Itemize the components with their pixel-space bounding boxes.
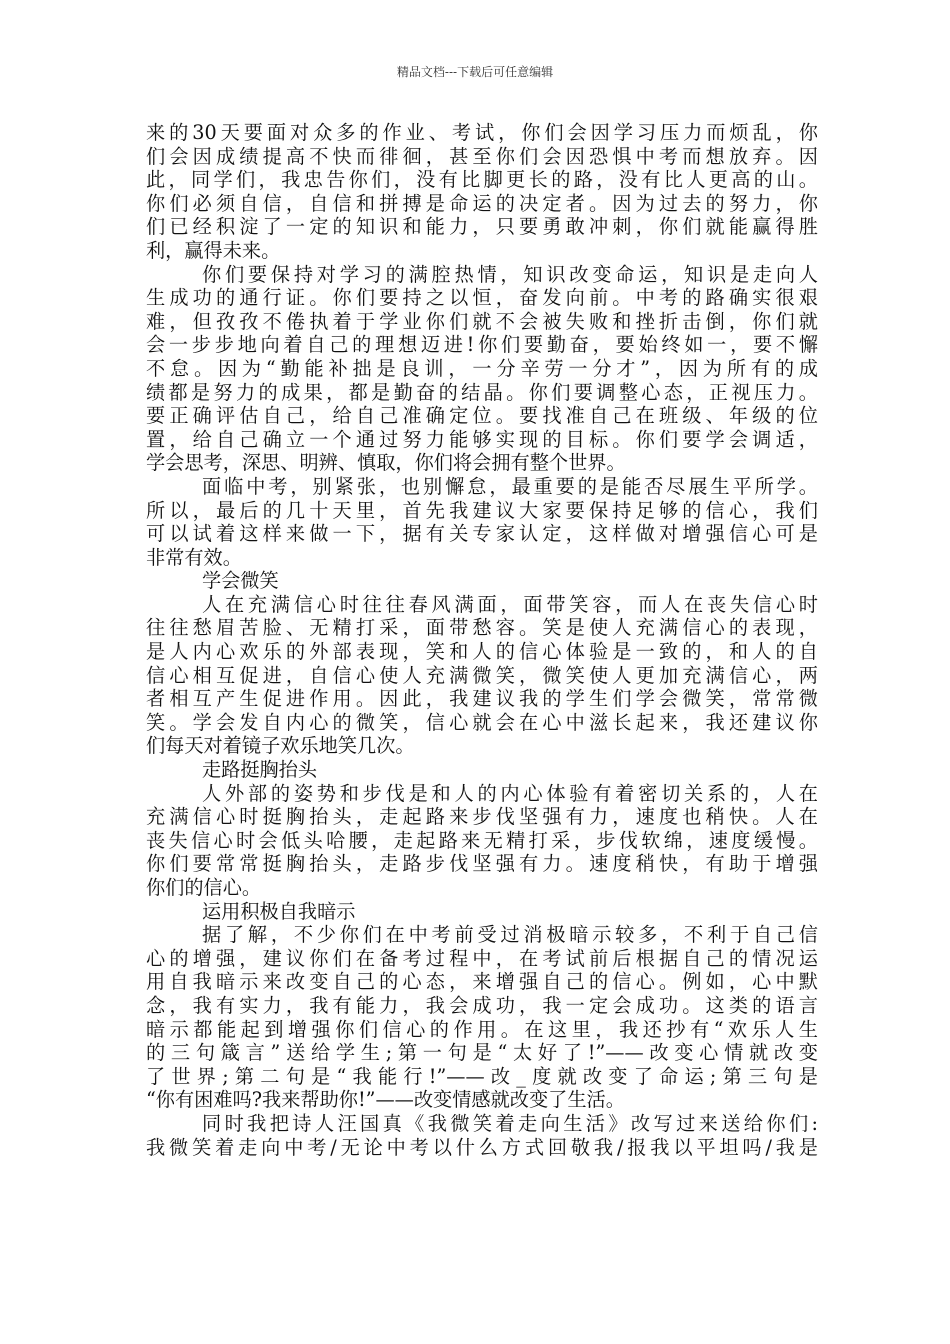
text-line: 来的30天要面对众多的作业、考试，你们会因学习压力而烦乱，你 xyxy=(146,121,818,144)
text-line: 笑。学会发自内心的微笑，信心就会在心中滋长起来，我还建议你 xyxy=(146,710,818,734)
text-line: 你们必须自信，自信和拼搏是命运的决定者。因为过去的努力，你 xyxy=(146,191,818,215)
text-line: 念，我有实力，我有能力，我会成功，我一定会成功。这类的语言 xyxy=(146,993,818,1017)
text-line: 生成功的通行证。你们要持之以恒，奋发向前。中考的路确实很艰 xyxy=(146,286,818,310)
text-line: 同时我把诗人汪国真《我微笑着走向生活》改写过来送给你们: xyxy=(202,1111,818,1135)
text-line: 的三句箴言”送给学生;第一句是“太好了!”——改变心情就改变 xyxy=(146,1041,818,1065)
text-line: 绩都是努力的成果，都是勤奋的结晶。你们要调整心态，正视压力。 xyxy=(146,380,818,404)
text-line: 心的增强，建议你们在备考过程中，在考试前后根据自己的情况运 xyxy=(146,946,818,970)
text-line: 们每天对着镜子欢乐地笑几次。 xyxy=(146,734,415,758)
text-line: 所以，最后的几十天里，首先我建议大家要保持足够的信心，我们 xyxy=(146,498,818,522)
text-line: 非常有效。 xyxy=(146,545,242,569)
text-line: 面临中考，别紧张，也别懈怠，最重要的是能否尽展生平所学。 xyxy=(202,474,818,498)
text-line: 此，同学们，我忠告你们，没有比脚更长的路，没有比人更高的山。 xyxy=(146,168,818,192)
text-line: 学会微笑 xyxy=(202,569,279,593)
text-line: 会一步步地向着自己的理想迈进!你们要勤奋，要始终如一，要不懈 xyxy=(146,333,818,357)
text-line: 我微笑着走向中考/无论中考以什么方式回敬我/报我以平坦吗/我是 xyxy=(146,1135,818,1159)
text-line: 置，给自己确立一个通过努力能够实现的目标。你们要学会调适， xyxy=(146,427,818,451)
text-line: 了世界;第二句是“我能行!”——改_度就改变了命运;第三句是 xyxy=(146,1064,818,1088)
text-line: 难，但孜孜不倦执着于学业你们就不会被失败和挫折击倒，你们就 xyxy=(146,309,818,333)
document-body xyxy=(146,121,818,1159)
text-line: 充满信心时挺胸抬头，走起路来步伐坚强有力，速度也稍快。人在 xyxy=(146,805,818,829)
text-line: 不怠。因为“勤能补拙是良训，一分辛劳一分才”，因为所有的成 xyxy=(146,356,818,380)
text-line: 你们的信心。 xyxy=(146,876,262,899)
text-line: 走路挺胸抬头 xyxy=(202,758,318,782)
text-line: 要正确评估自己，给自己准确定位。要找准自己在班级、年级的位 xyxy=(146,404,818,428)
text-line: 们会因成绩提高不快而徘徊，甚至你们会因恐惧中考而想放弃。因 xyxy=(146,144,818,168)
page-header: 精品文档---下载后可任意编辑 xyxy=(396,65,554,79)
text-line: 人在充满信心时往往春风满面，面带笑容，而人在丧失信心时 xyxy=(202,592,818,616)
text-line: 人外部的姿势和步伐是和人的内心体验有着密切关系的，人在 xyxy=(202,781,818,805)
text-line: 据了解，不少你们在中考前受过消极暗示较多，不利于自己信 xyxy=(202,923,818,947)
text-line: 暗示都能起到增强你们信心的作用。在这里，我还抄有“欢乐人生 xyxy=(146,1017,818,1041)
text-line: 运用积极自我暗示 xyxy=(202,899,356,923)
text-line: 是人内心欢乐的外部表现，笑和人的信心体验是一致的，和人的自 xyxy=(146,640,818,664)
text-line: 者相互产生促进作用。因此，我建议我的学生们学会微笑，常常微 xyxy=(146,687,818,711)
text-line: 用自我暗示来改变自己的心态，来增强自己的信心。例如，心中默 xyxy=(146,970,818,994)
text-line: 丧失信心时会低头哈腰，走起路来无精打采，步伐软绵，速度缓慢。 xyxy=(146,828,818,852)
text-line: 往往愁眉苦脸、无精打采，面带愁容。笑是使人充满信心的表现， xyxy=(146,616,818,640)
text-line: 你们要常常挺胸抬头，走路步伐坚强有力。速度稍快，有助于增强 xyxy=(146,852,818,876)
text-line: 们已经积淀了一定的知识和能力，只要勇敢冲刺，你们就能赢得胜 xyxy=(146,215,818,239)
text-line: “你有困难吗?我来帮助你!”——改变情感就改变了生活。 xyxy=(146,1088,625,1112)
text-line: 你们要保持对学习的满腔热情，知识改变命运，知识是走向人 xyxy=(202,262,818,286)
text-line: 学会思考，深思、明辨、慎取，你们将会拥有整个世界。 xyxy=(146,451,626,475)
text-line: 可以试着这样来做一下，据有关专家认定，这样做对增强信心可是 xyxy=(146,522,818,546)
text-line: 利，赢得未来。 xyxy=(146,238,281,262)
text-line: 信心相互促进，自信心使人充满微笑，微笑使人更加充满信心，两 xyxy=(146,663,818,687)
